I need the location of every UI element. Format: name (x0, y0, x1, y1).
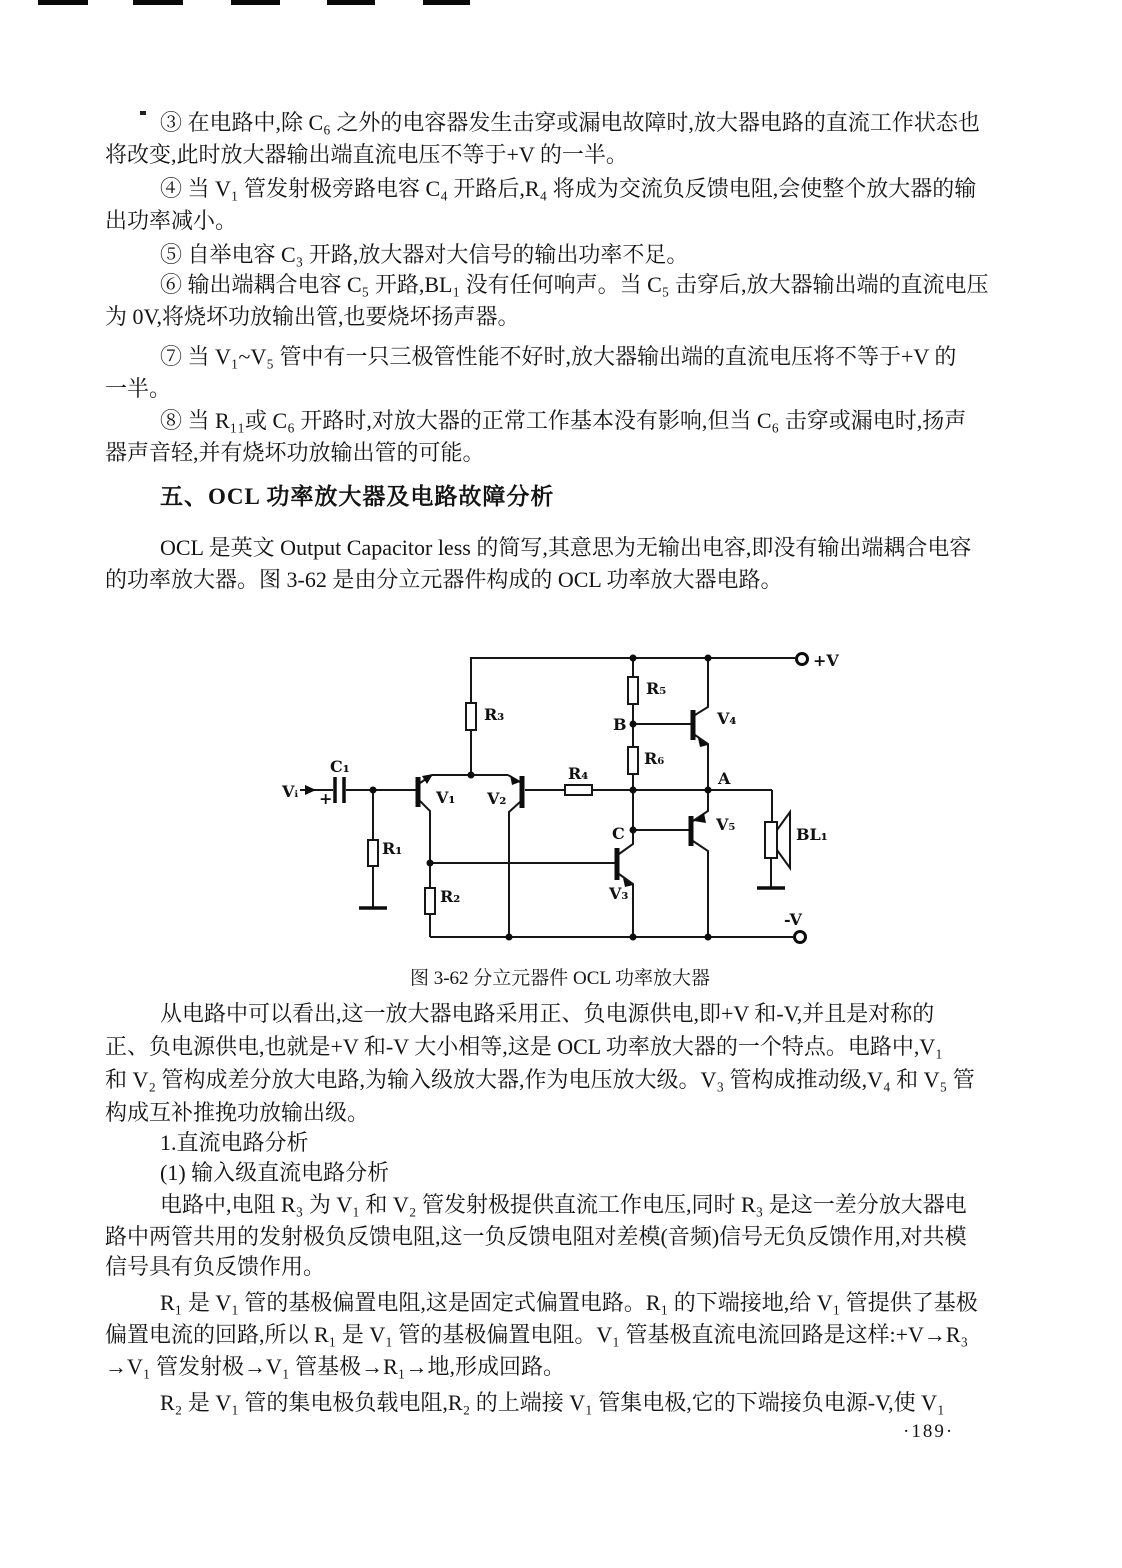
analysis-subheading: 1.直流电路分析 (160, 1130, 309, 1155)
label-supply-neg: -V (784, 910, 802, 929)
resistor-r1-symbol (368, 840, 378, 866)
fault-item-7-line: 一半。 (105, 376, 172, 401)
label-bl1: BL₁ (796, 825, 828, 844)
label-r6: R₆ (644, 749, 665, 768)
figure-caption: 图 3-62 分立元器件 OCL 功率放大器 (409, 968, 711, 989)
fault-item-3-line: ③ 在电路中,除 C₆ 之外的电容器发生击穿或漏电故障时,放大器电路的直流工作状态也 (160, 110, 980, 135)
fault-item-4-line: ④ 当 V₁ 管发射极旁路电容 C₄ 开路后,R₄ 将成为交流负反馈电阻,会使整个放大器的输 (160, 176, 977, 201)
fault-item-5-line: ⑤ 自举电容 C₃ 开路,放大器对大信号的输出功率不足。 (160, 242, 689, 267)
fault-item-8-line: ⑧ 当 R₁₁或 C₆ 开路时,对放大器的正常工作基本没有影响,但当 C₆ 击穿或漏电时,扬声 (160, 408, 967, 433)
resistor-r4-symbol (565, 785, 592, 795)
fault-item-7-line: ⑦ 当 V₁~V₅ 管中有一只三极管性能不好时,放大器输出端的直流电压将不等于+V 的 (160, 344, 957, 369)
section-intro-line: 的功率放大器。图 3-62 是由分立元器件构成的 OCL 功率放大器电路。 (105, 567, 783, 592)
analysis-paragraph-line: 构成互补推挽功放输出级。 (105, 1100, 370, 1125)
label-v3: V₃ (609, 884, 629, 903)
analysis-subheading: (1) 输入级直流电路分析 (160, 1160, 390, 1185)
label-r5: R₅ (646, 679, 667, 698)
fault-item-6-line: 为 0V,将烧坏功放输出管,也要烧坏扬声器。 (105, 304, 520, 329)
label-supply-pos: +V (813, 651, 839, 670)
label-vi: Vᵢ (282, 782, 299, 801)
fault-item-6-line: ⑥ 输出端耦合电容 C₅ 开路,BL₁ 没有任何响声。当 C₅ 击穿后,放大器输出端的直流电压 (160, 272, 989, 297)
fault-item-3-line: 将改变,此时放大器输出端直流电压不等于+V 的一半。 (105, 142, 628, 167)
scan-artifact-bar (327, 0, 375, 5)
v1-emitter-arrow-icon (422, 774, 433, 784)
analysis-paragraph-line: →V₁ 管发射极→V₁ 管基极→R₁→地,形成回路。 (105, 1354, 565, 1379)
negative-supply-terminal (795, 932, 806, 943)
resistor-r3-symbol (466, 703, 476, 730)
section-heading: 五、OCL 功率放大器及电路故障分析 (160, 484, 555, 509)
scan-speck (140, 111, 146, 115)
ocl-amplifier-figure (272, 634, 852, 964)
positive-supply-terminal (797, 654, 808, 665)
label-node-b: B (613, 715, 627, 734)
fault-item-4-line: 出功率减小。 (105, 208, 238, 233)
label-v4: V₄ (717, 709, 737, 728)
analysis-paragraph-line: 信号具有负反馈作用。 (105, 1254, 326, 1279)
label-node-c: C (612, 824, 625, 843)
label-r1: R₁ (382, 839, 403, 858)
analysis-paragraph-line: 路中两管共用的发射极负反馈电阻,这一负反馈电阻对差模(音频)信号无负反馈作用,对共模 (105, 1224, 967, 1249)
analysis-paragraph-line: R₂ 是 V₁ 管的集电极负载电阻,R₂ 的上端接 V₁ 管集电极,它的下端接负电源-V,使 V₁ (160, 1390, 945, 1415)
resistor-r6-symbol (628, 747, 638, 774)
label-r2: R₂ (440, 887, 461, 906)
analysis-paragraph-line: 从电路中可以看出,这一放大器电路采用正、负电源供电,即+V 和-V,并且是对称的 (160, 1001, 935, 1026)
label-r3: R₃ (484, 705, 505, 724)
circuit-wires (300, 658, 795, 937)
label-node-a: A (718, 769, 731, 788)
scan-artifact-bar (38, 0, 88, 5)
label-v2: V₂ (487, 789, 507, 808)
label-r4: R₄ (568, 764, 589, 783)
label-plus-polarity: + (319, 789, 333, 808)
analysis-paragraph-line: 和 V₂ 管构成差分放大电路,为输入级放大器,作为电压放大级。V₃ 管构成推动级,V₄ 和 V₅ 管 (105, 1067, 975, 1092)
label-v5: V₅ (716, 815, 736, 834)
label-c1: C₁ (330, 757, 350, 776)
fault-item-8-line: 器声音轻,并有烧坏功放输出管的可能。 (105, 440, 485, 465)
scan-artifact-bar (133, 0, 183, 5)
analysis-paragraph-line: 偏置电流的回路,所以 R₁ 是 V₁ 管的基极偏置电阻。V₁ 管基极直流电流回路是这样:+V→R₃ (105, 1322, 969, 1347)
analysis-paragraph-line: R₁ 是 V₁ 管的基极偏置电阻,这是固定式偏置电路。R₁ 的下端接地,给 V₁ 管提供了基极 (160, 1290, 978, 1315)
input-arrow-icon (305, 785, 316, 795)
analysis-paragraph-line: 正、负电源供电,也就是+V 和-V 大小相等,这是 OCL 功率放大器的一个特点。电路中,V₁ (105, 1034, 943, 1059)
section-intro-line: OCL 是英文 Output Capacitor less 的简写,其意思为无输出电容,即没有输出端耦合电容 (160, 535, 972, 560)
scan-artifact-bar (231, 0, 280, 5)
resistor-r5-symbol (628, 677, 638, 704)
capacitor-c1-symbol (335, 777, 344, 803)
resistor-r2-symbol (425, 888, 435, 914)
label-v1: V₁ (436, 788, 456, 807)
speaker-bl1-symbol (765, 812, 790, 868)
analysis-paragraph-line: 电路中,电阻 R₃ 为 V₁ 和 V₂ 管发射极提供直流工作电压,同时 R₃ 是这一差分放大器电 (160, 1192, 967, 1217)
page-number: ·189· (903, 1421, 955, 1442)
ocl-circuit-diagram (272, 634, 852, 964)
scan-artifact-bar (423, 0, 470, 5)
